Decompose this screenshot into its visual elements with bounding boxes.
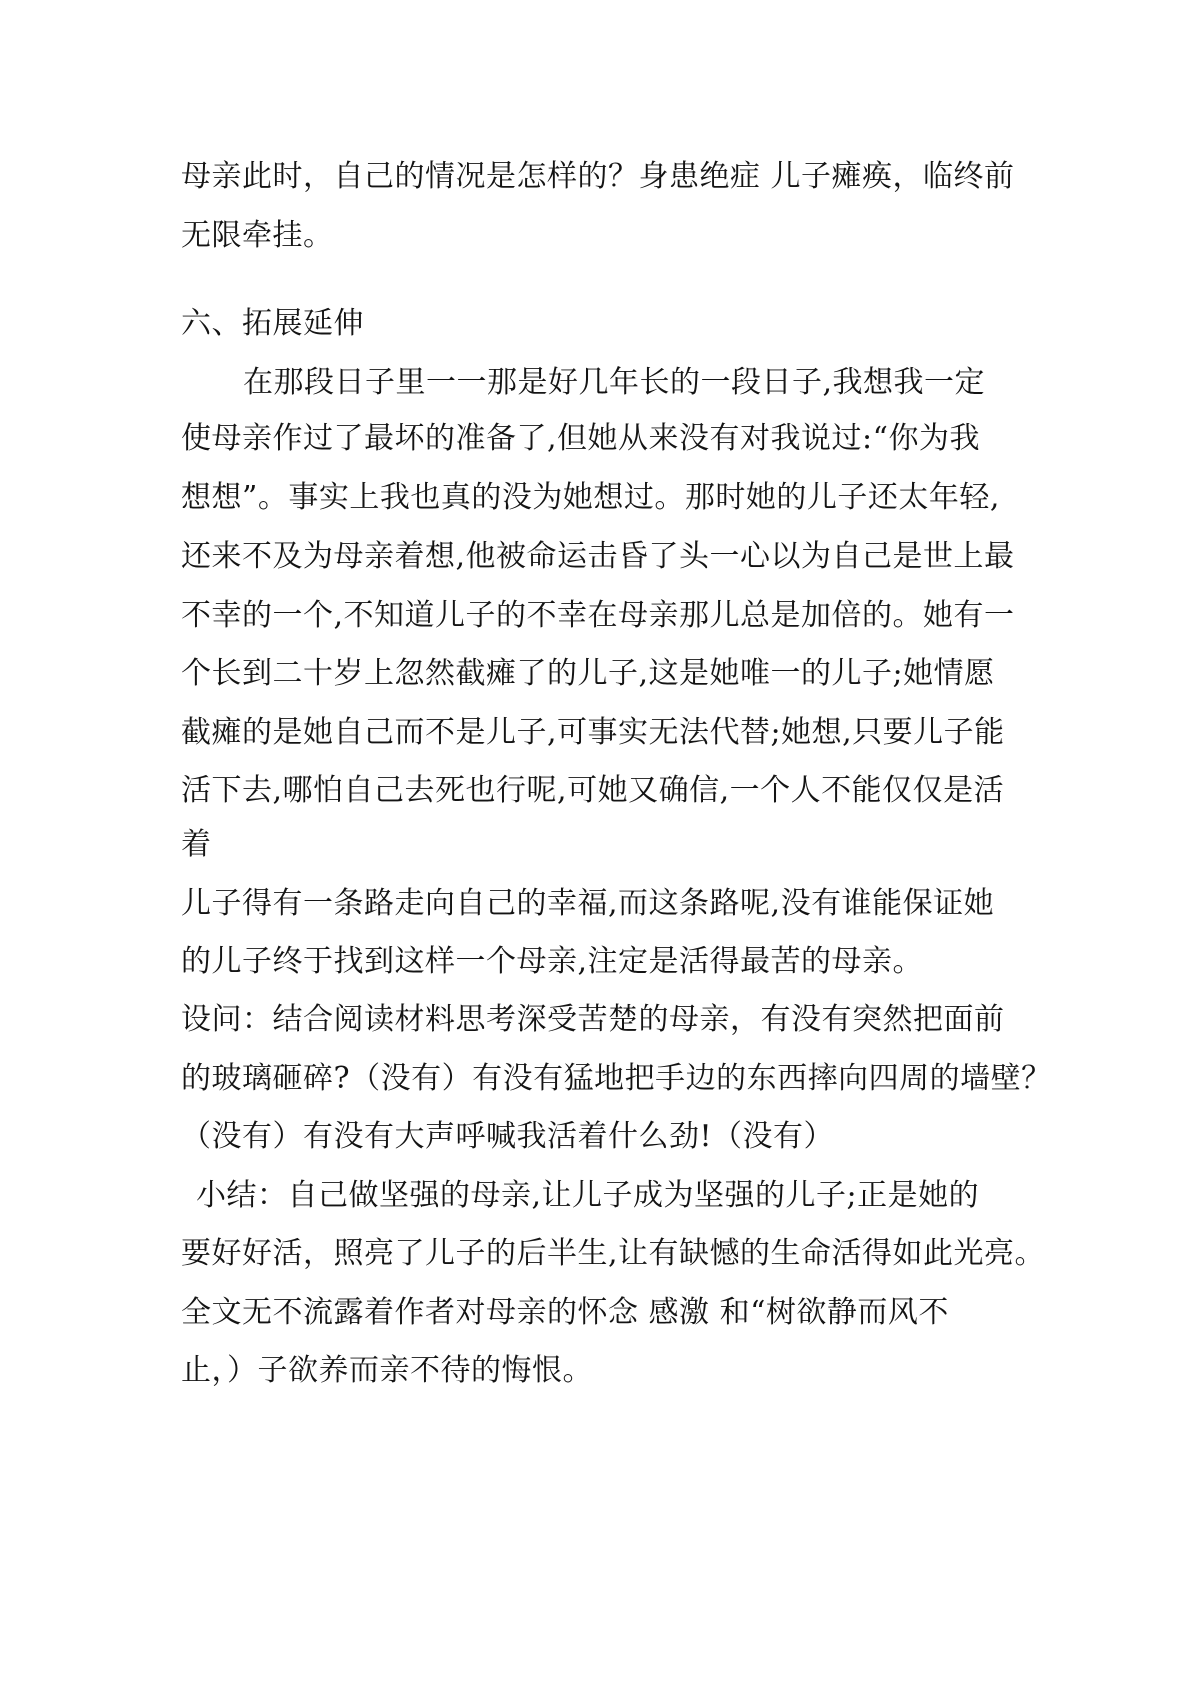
passage-line-3: 想想”。事实上我也真的没为她想过。那时她的儿子还太年轻, — [181, 480, 1000, 515]
passage-line-10: 儿子得有一条路走向自己的幸福,而这条路呢,没有谁能保证她 — [181, 886, 995, 921]
question-line-3: （没有）有没有大声呼喊我活着什么劲!（没有） — [181, 1119, 835, 1154]
passage-line-9: 着 — [181, 827, 212, 862]
passage-line-2: 使母亲作过了最坏的准备了,但她从来没有对我说过:“你为我 — [181, 421, 980, 456]
summary-line-1: 小结：自己做坚强的母亲,让儿子成为坚强的儿子;正是她的 — [196, 1178, 980, 1213]
question-line-2: 的玻璃砸碎?（没有）有没有猛地把手边的东西摔向四周的墙壁？ — [181, 1061, 1052, 1096]
passage-line-8: 活下去,哪怕自己去死也行呢,可她又确信,一个人不能仅仅是活 — [181, 773, 1005, 808]
passage-line-6: 个长到二十岁上忽然截瘫了的儿子,这是她唯一的儿子;她情愿 — [181, 656, 995, 691]
passage-line-1: 在那段日子里一一那是好几年长的一段日子,我想我一定 — [243, 365, 986, 400]
paragraph-line-1: 母亲此时，自己的情况是怎样的？身患绝症 儿子瘫痪，临终前 — [181, 159, 1015, 194]
question-line-1: 设问：结合阅读材料思考深受苦楚的母亲，有没有突然把面前 — [181, 1002, 1005, 1037]
passage-line-4: 还来不及为母亲着想,他被命运击昏了头一心以为自己是世上最 — [181, 539, 1015, 574]
section-heading: 六、拓展延伸 — [181, 306, 364, 341]
summary-line-2: 要好好活，照亮了儿子的后半生,让有缺憾的生命活得如此光亮。 — [181, 1236, 1046, 1271]
summary-line-4: 止，）子欲养而亲不待的悔恨。 — [181, 1353, 593, 1388]
passage-line-7: 截瘫的是她自己而不是儿子,可事实无法代替;她想,只要儿子能 — [181, 715, 1005, 750]
passage-line-11: 的儿子终于找到这样一个母亲,注定是活得最苦的母亲。 — [181, 944, 924, 979]
paragraph-line-2: 无限牵挂。 — [181, 218, 334, 253]
summary-line-3: 全文无不流露着作者对母亲的怀念 感激 和“树欲静而风不 — [181, 1295, 949, 1330]
passage-line-5: 不幸的一个,不知道儿子的不幸在母亲那儿总是加倍的。她有一 — [181, 598, 1015, 633]
